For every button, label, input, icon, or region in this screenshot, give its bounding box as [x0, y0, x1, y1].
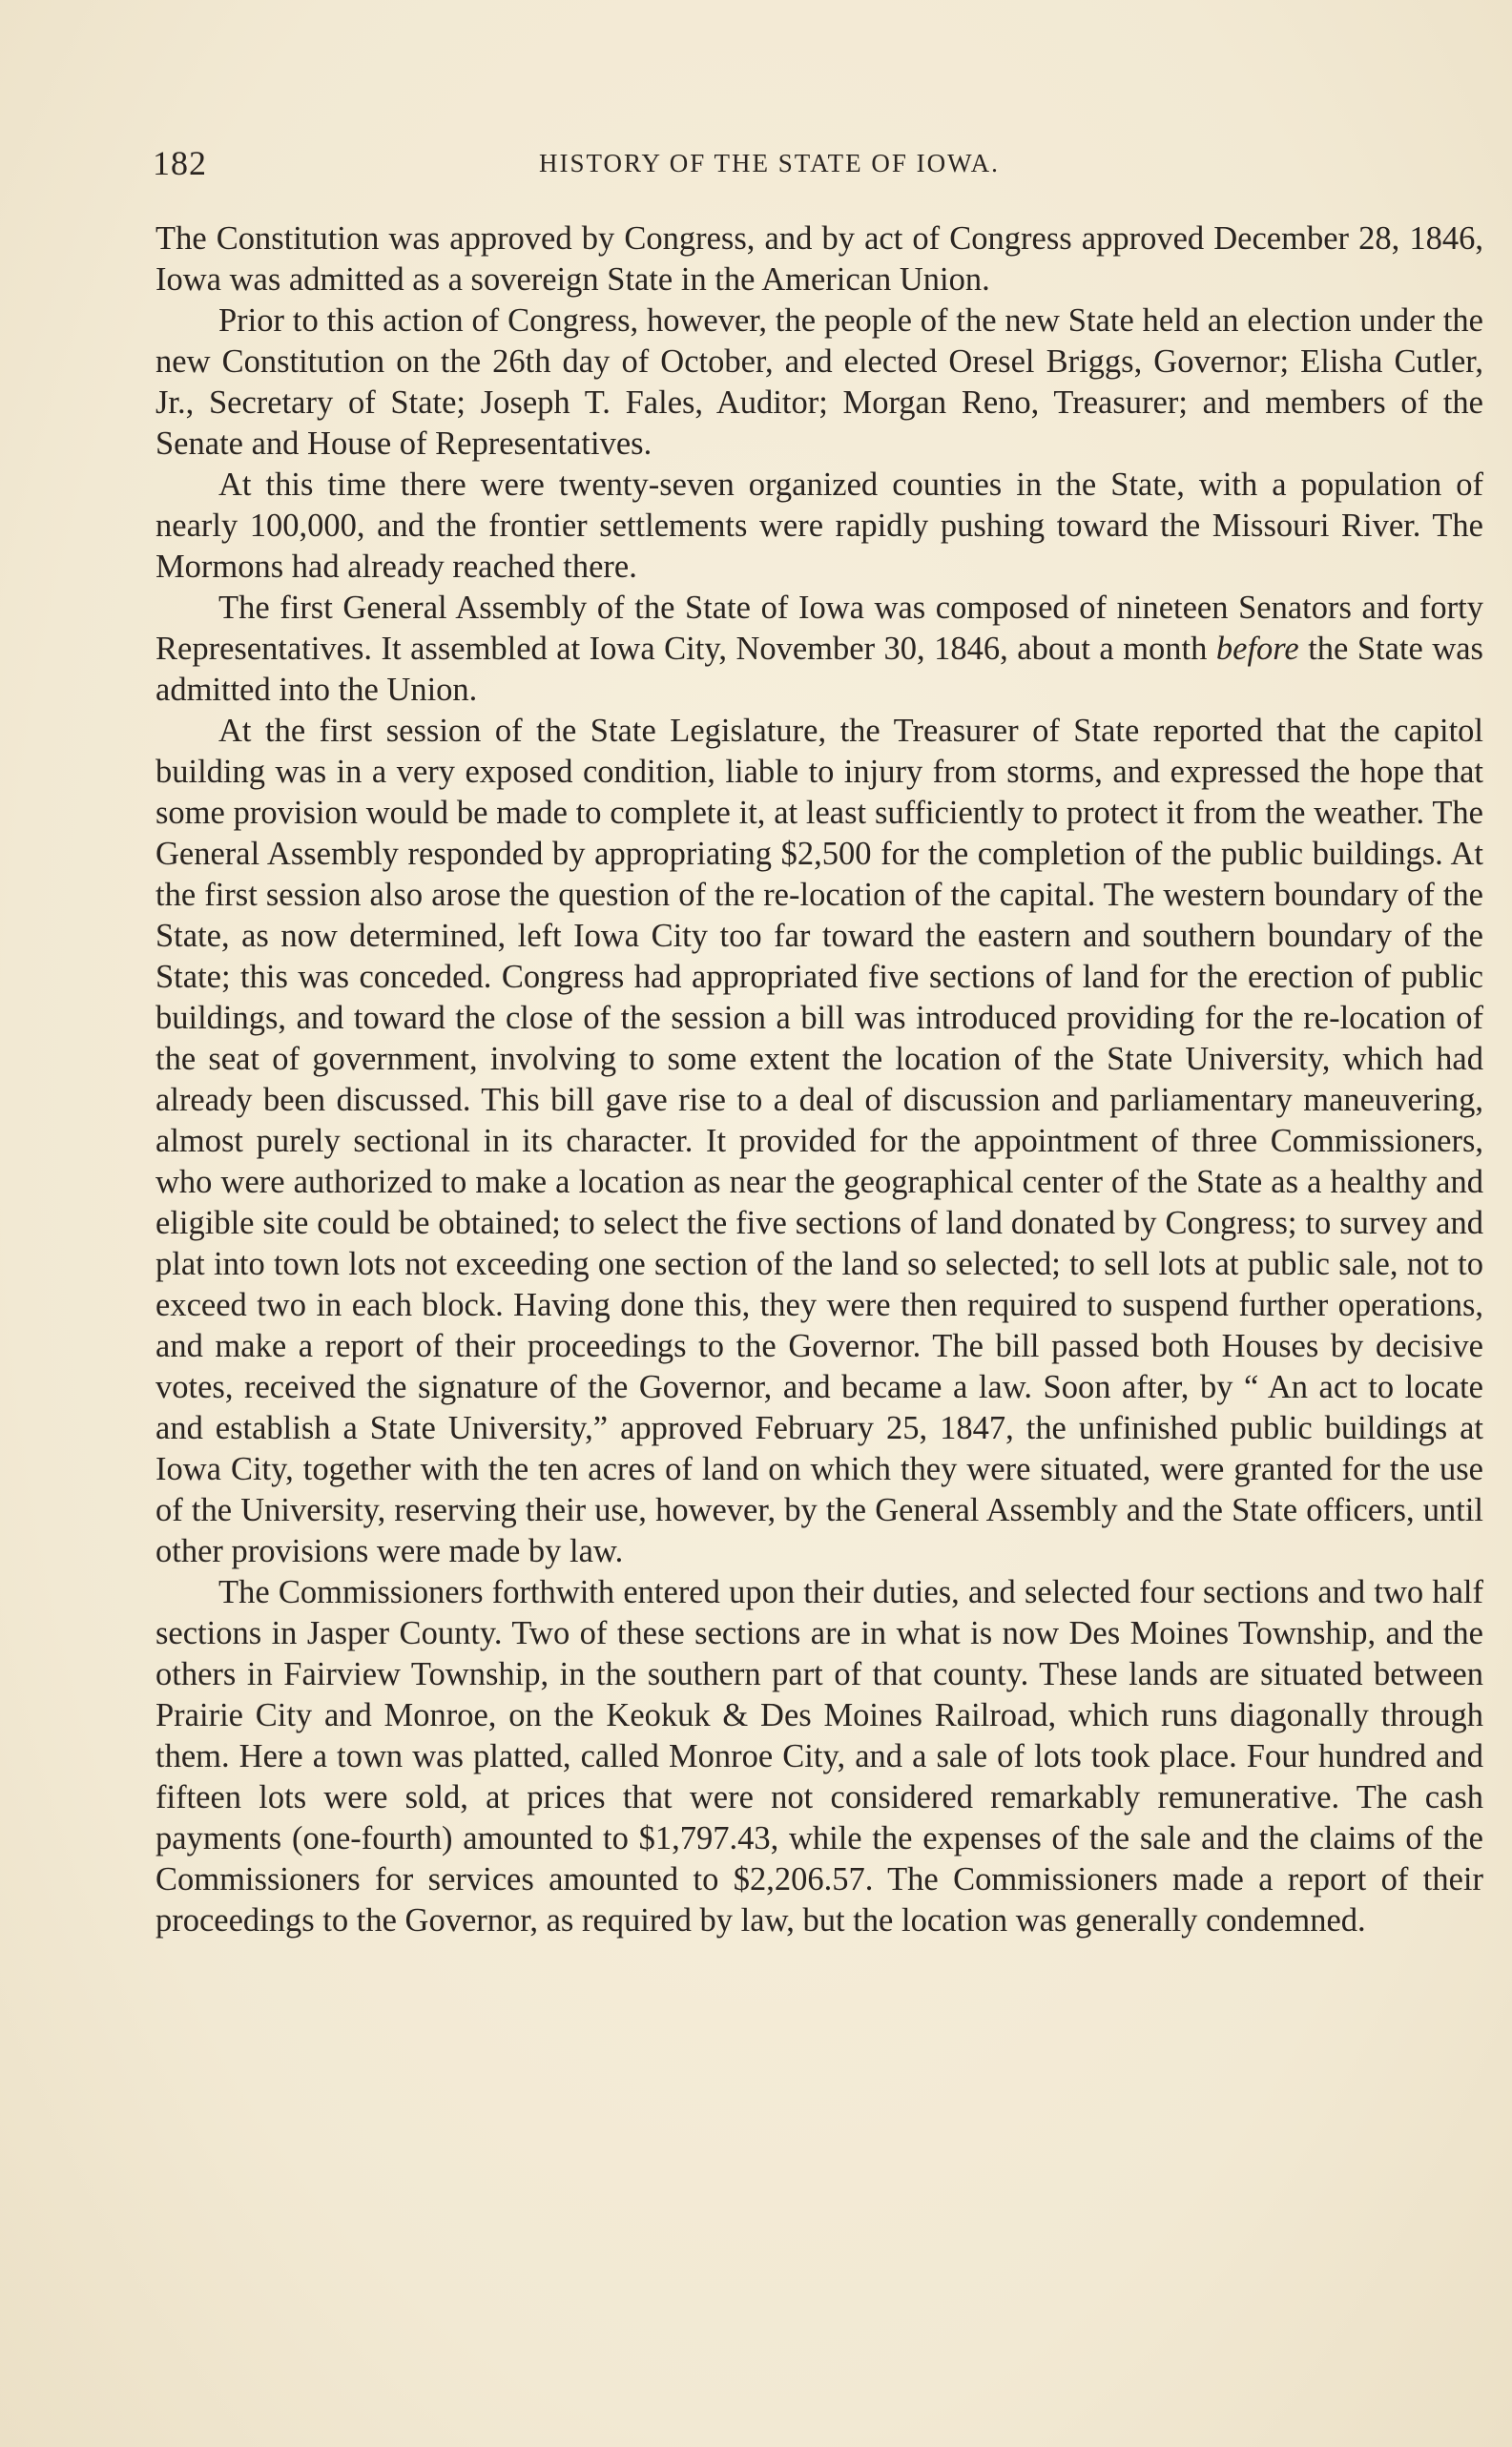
paragraph-population: At this time there were twenty-seven organized counties in the State, with a population of nearly 100,000, and the frontier settlements were rapidly pushing toward the Missouri River. The Mormons had already reached there. [155, 467, 1483, 585]
body-text [155, 218, 1483, 1941]
paragraph-admission: The Constitution was approved by Congress, and by act of Congress approved December 28, 1846, Iowa was admitted as a sovereign State in the American Union. [155, 220, 1483, 298]
page-number: 182 [153, 144, 207, 182]
paragraph-general-assembly-text-end: the State was admitted into the Union. [155, 631, 1483, 708]
paragraph-general-assembly [155, 588, 1483, 711]
emphasized-word: before [1215, 631, 1299, 667]
paragraph-election: Prior to this action of Congress, however, the people of the new State held an election under the new Constitution on the 26th day of October, and elected Oresel Briggs, Governor; Elisha Cutler, Jr., Secretary of State; Joseph T. Fales, Auditor; Morgan Reno, Treasurer; and members of the Senate and House of Representatives. [155, 302, 1483, 462]
paragraph-first-session: At the first session of the State Legislature, the Treasurer of State reported that the capitol building was in a very exposed condition, liable to injury from storms, and expressed the hope that some provision would be made to complete it, at least sufficiently to protect it from the weather. The General Assembly responded by appropriating $2,500 for the completion of the public buildings. At the first session also arose the question of the re-location of the capital. The western boundary of the State, as now determined, left Iowa City too far toward the eastern and southern boundary of the State; this was conceded. Congress had appropriated five sections of land for the erection of public buildings, and toward the close of the session a bill was introduced providing for the re-location of the seat of government, involving to some extent the location of the State University, which had already been discussed. This bill gave rise to a deal of discussion and parliamentary maneuvering, almost purely sectional in its character. It provided for the appointment of three Commissioners, who were authorized to make a location as near the geographical center of the State as a healthy and eligible site could be obtained; to select the five sections of land donated by Congress; to survey and plat into town lots not exceeding one section of the land so selected; to sell lots at public sale, not to exceed two in each block. Having done this, they were then required to suspend further operations, and make a report of their proceedings to the Governor. The bill passed both Houses by decisive votes, received the signature of the Governor, and became a law. Soon after, by “ An act to locate and establish a State University,” approved February 25, 1847, the unfinished public buildings at Iowa City, together with the ten acres of land on which they were situated, were granted for the use of the University, reserving their use, however, by the General Assembly and the State officers, until other provisions were made by law. [155, 713, 1483, 1569]
paragraph-commissioners: The Commissioners forthwith entered upon their duties, and selected four sections and two half sections in Jasper County. Two of these sections are in what is now Des Moines Township, and the others in Fairview Township, in the southern part of that county. These lands are situated between Prairie City and Monroe, on the Keokuk & Des Moines Railroad, which runs diagonally through them. Here a town was platted, called Monroe City, and a sale of lots took place. Four hundred and fifteen lots were sold, at prices that were not considered remarkably remunerative. The cash payments (one-fourth) amounted to $1,797.43, while the expenses of the sale and the claims of the Commissioners for services amounted to $2,206.57. The Commissioners made a report of their proceedings to the Governor, as required by law, but the location was generally condemned. [155, 1574, 1483, 1939]
running-head [153, 143, 1107, 191]
running-title: HISTORY OF THE STATE OF IOWA. [539, 149, 1000, 177]
paragraph-general-assembly-text-start: The first General Assembly of the State of Iowa was composed of nineteen Senators and forty Representatives. It assembled at Iowa City, November 30, 1846, about a month [155, 590, 1483, 667]
